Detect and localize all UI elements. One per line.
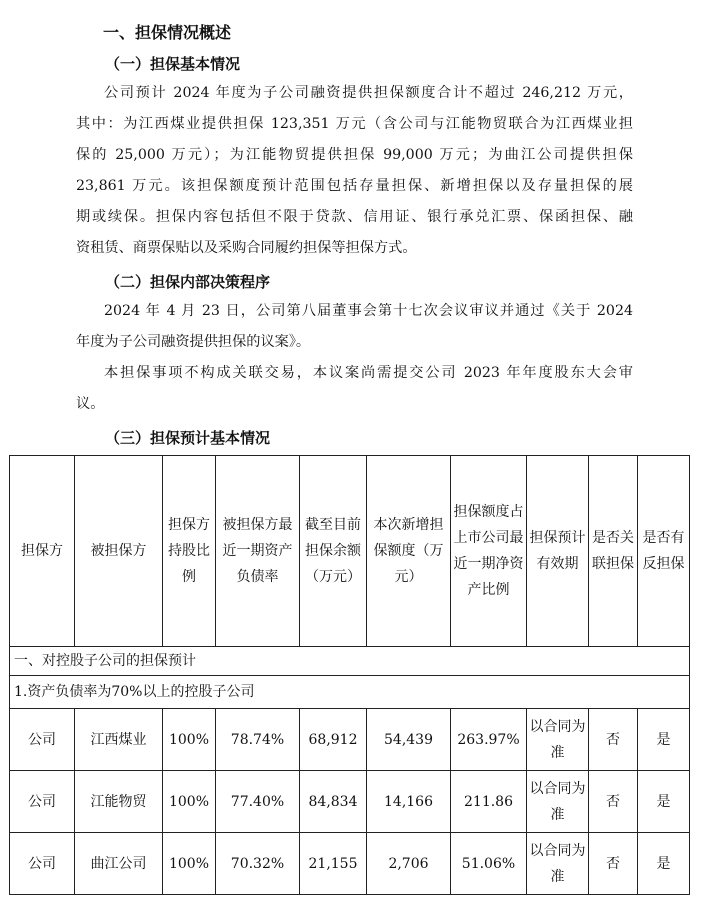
cell-related: 否 xyxy=(589,833,638,895)
header-guaranteed-party: 被担保方 xyxy=(75,456,163,647)
cell-net-asset-ratio: 263.97% xyxy=(451,709,527,771)
cell-balance: 68,912 xyxy=(300,709,367,771)
text-line: 保的 25,000 万元）；为江能物贸提供担保 99,000 万元；为曲江公司提供担保 xyxy=(76,147,633,163)
cell-validity: 以合同为准 xyxy=(527,833,589,895)
cell-counter: 是 xyxy=(638,709,690,771)
cell-related: 否 xyxy=(589,771,638,833)
header-related-guarantee: 是否关联担保 xyxy=(589,456,638,647)
header-guarantor: 担保方 xyxy=(10,456,75,647)
cell-validity: 以合同为准 xyxy=(527,709,589,771)
header-new-quota: 本次新增担保额度（万元） xyxy=(367,456,451,647)
header-validity-period: 担保预计有效期 xyxy=(527,456,589,647)
guarantee-forecast-table xyxy=(9,455,690,895)
cell-guaranteed-party: 曲江公司 xyxy=(75,833,163,895)
cell-guaranteed-party: 江西煤业 xyxy=(75,709,163,771)
cell-shareholding: 100% xyxy=(163,771,216,833)
cell-balance: 21,155 xyxy=(300,833,367,895)
table-row xyxy=(10,833,690,895)
cell-debt-ratio: 78.74% xyxy=(216,709,300,771)
header-counter-guarantee: 是否有反担保 xyxy=(638,456,690,647)
cell-shareholding: 100% xyxy=(163,833,216,895)
cell-new-quota: 14,166 xyxy=(367,771,451,833)
text-line: 期或续保。担保内容包括但不限于贷款、信用证、银行承兑汇票、保函担保、融 xyxy=(76,209,633,225)
cell-guarantor: 公司 xyxy=(10,833,75,895)
heading-guarantee-overview: 一、担保情况概述 xyxy=(103,23,232,42)
table-subsection-row xyxy=(10,676,690,709)
section-title-forecast: （三）担保预计基本情况 xyxy=(105,429,271,447)
paragraph-non-related xyxy=(76,358,633,420)
paragraph-board-approval xyxy=(76,296,633,358)
cell-counter: 是 xyxy=(638,771,690,833)
section-row-label: 一、对控股子公司的担保预计 xyxy=(10,647,690,676)
text-line: 议。 xyxy=(76,396,105,412)
cell-balance: 84,834 xyxy=(300,771,367,833)
table-row xyxy=(10,771,690,833)
text-line: 资租赁、商票保贴以及采购合同履约担保等担保方式。 xyxy=(76,240,417,256)
cell-related: 否 xyxy=(589,709,638,771)
text-line: 年度为子公司融资提供担保的议案》。 xyxy=(76,334,311,350)
header-shareholding-ratio: 担保方持股比例 xyxy=(163,456,216,647)
cell-debt-ratio: 77.40% xyxy=(216,771,300,833)
cell-new-quota: 2,706 xyxy=(367,833,451,895)
text-line: 23,861 万元。该担保额度预计范围包括存量担保、新增担保以及存量担保的展 xyxy=(76,178,633,194)
cell-shareholding: 100% xyxy=(163,709,216,771)
table-header-row xyxy=(10,456,690,647)
text-line: 2024 年 4 月 23 日，公司第八届董事会第十七次会议审议并通过《关于 2024 xyxy=(104,303,633,319)
header-current-balance: 截至目前担保余额（万元） xyxy=(300,456,367,647)
cell-guarantor: 公司 xyxy=(10,709,75,771)
cell-new-quota: 54,439 xyxy=(367,709,451,771)
cell-debt-ratio: 70.32% xyxy=(216,833,300,895)
header-debt-asset-ratio: 被担保方最近一期资产负债率 xyxy=(216,456,300,647)
cell-counter: 是 xyxy=(638,833,690,895)
header-net-asset-ratio: 担保额度占上市公司最近一期净资产比例 xyxy=(451,456,527,647)
cell-validity: 以合同为准 xyxy=(527,771,589,833)
paragraph-basic-info xyxy=(76,78,633,264)
table-section-row xyxy=(10,647,690,676)
cell-net-asset-ratio: 211.86 xyxy=(451,771,527,833)
subsection-row-label: 1.资产负债率为70%以上的控股子公司 xyxy=(10,676,690,709)
text-line: 公司预计 2024 年度为子公司融资提供担保额度合计不超过 246,212 万元， xyxy=(104,85,633,101)
text-line: 其中：为江西煤业提供担保 123,351 万元（含公司与江能物贸联合为江西煤业担 xyxy=(76,116,633,132)
section-title-basic: （一）担保基本情况 xyxy=(105,55,241,73)
cell-guarantor: 公司 xyxy=(10,771,75,833)
cell-net-asset-ratio: 51.06% xyxy=(451,833,527,895)
text-line: 本担保事项不构成关联交易，本议案尚需提交公司 2023 年年度股东大会审 xyxy=(104,365,633,381)
cell-guaranteed-party: 江能物贸 xyxy=(75,771,163,833)
section-title-procedure: （二）担保内部决策程序 xyxy=(105,273,271,291)
table-row xyxy=(10,709,690,771)
